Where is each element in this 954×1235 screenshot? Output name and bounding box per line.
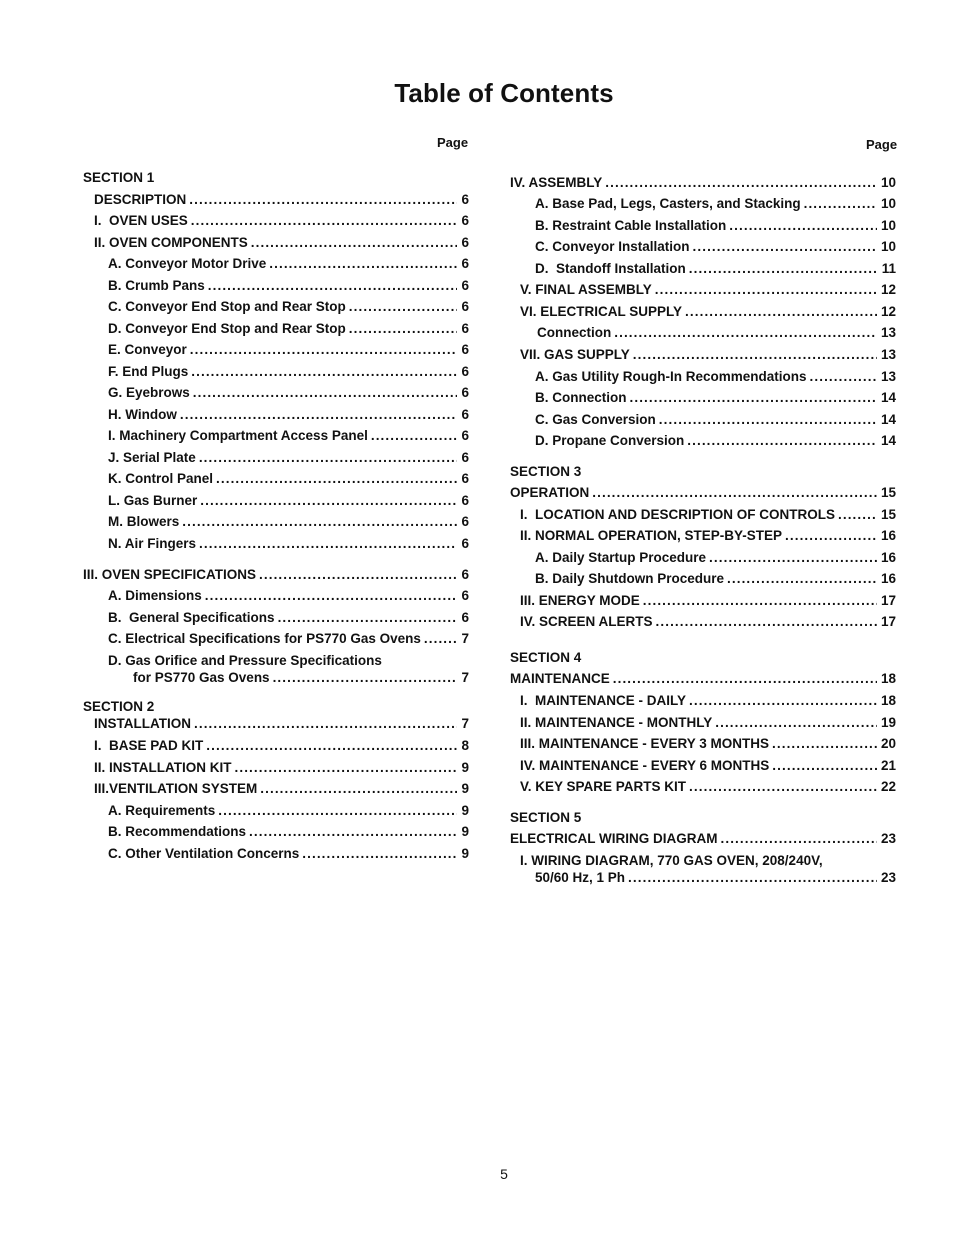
toc-entry-page: 6 [461,321,469,336]
toc-entry-label: INSTALLATION [94,716,191,731]
toc-dot-leader [273,670,458,686]
toc-entry-page: 20 [880,736,896,751]
toc-dot-leader [302,846,457,862]
toc-dot-leader [772,758,877,774]
toc-dot-leader [687,433,877,449]
toc-entry[interactable] [108,450,469,466]
toc-entry-label: C. Conveyor Installation [535,239,690,254]
toc-entry-label: B. Daily Shutdown Procedure [535,571,725,586]
toc-dot-leader [424,631,458,647]
toc-entry[interactable] [108,407,469,423]
toc-dot-leader [349,299,458,315]
toc-entry-page: 6 [461,493,469,508]
toc-entry[interactable] [510,671,896,687]
toc-entry[interactable] [535,550,896,566]
toc-entry-label: IV. SCREEN ALERTS [520,614,653,629]
toc-entry-label: L. Gas Burner [108,493,198,508]
toc-entry[interactable] [108,364,469,380]
toc-dot-leader [259,567,457,583]
toc-entry-page: 6 [461,235,469,250]
toc-entry-page: 8 [461,738,469,753]
toc-entry[interactable] [520,282,896,298]
toc-entry-label: M. Blowers [108,514,180,529]
toc-entry-page: 6 [461,514,469,529]
toc-dot-leader [218,803,457,819]
toc-entry[interactable] [520,715,896,731]
toc-entry[interactable] [520,779,896,795]
toc-dot-leader [810,369,877,385]
toc-entry[interactable] [510,175,896,191]
toc-entry[interactable] [535,196,896,212]
toc-entry[interactable] [94,760,469,776]
toc-dot-leader [205,588,458,604]
toc-dot-leader [249,824,457,840]
toc-entry-label: B. General Specifications [108,610,275,625]
toc-dot-leader [371,428,458,444]
toc-entry[interactable] [108,610,469,626]
toc-entry-page: 6 [461,299,469,314]
toc-heading: SECTION 1 [83,170,155,185]
toc-dot-leader [628,870,877,886]
toc-entry[interactable] [108,278,469,294]
toc-entry-page: 16 [880,550,896,565]
toc-entry[interactable] [535,433,896,449]
toc-entry-label: J. Serial Plate [108,450,196,465]
toc-dot-leader [709,550,877,566]
toc-entry-page: 10 [880,196,896,211]
toc-dot-leader [785,528,877,544]
toc-entry[interactable] [108,631,469,647]
toc-entry-label: II. OVEN COMPONENTS [94,235,248,250]
toc-entry-page: 13 [880,369,896,384]
toc-entry[interactable] [108,321,469,337]
toc-entry-label: VI. ELECTRICAL SUPPLY [520,304,683,319]
toc-entry[interactable] [520,347,896,363]
toc-dot-leader [278,610,458,626]
toc-entry-page: 6 [461,407,469,422]
toc-entry[interactable] [510,831,896,847]
toc-dot-leader [193,385,458,401]
toc-entry[interactable] [108,493,469,509]
toc-dot-leader [199,450,458,466]
toc-entry[interactable] [94,738,469,754]
toc-entry-page: 12 [880,282,896,297]
toc-entry-page: 10 [880,239,896,254]
toc-entry-page: 22 [880,779,896,794]
toc-entry[interactable] [83,567,469,583]
toc-dot-leader [614,325,877,341]
toc-entry-page: 11 [881,261,896,276]
toc-entry-label: ELECTRICAL WIRING DIAGRAM [510,831,718,846]
toc-entry[interactable] [535,870,896,886]
toc-entry[interactable] [94,192,469,208]
toc-entry-label: 50/60 Hz, 1 Ph [535,870,626,885]
toc-entry-page: 6 [461,342,469,357]
toc-entry-label: K. Control Panel [108,471,214,486]
toc-entry-page: 6 [461,567,469,582]
toc-entry[interactable] [535,571,896,587]
toc-entry-label: III. OVEN SPECIFICATIONS [83,567,257,582]
toc-dot-leader [260,781,457,797]
toc-entry-page: 14 [880,433,896,448]
toc-dot-leader [182,514,457,530]
toc-entry[interactable] [108,514,469,530]
page-number: 5 [500,1166,508,1182]
toc-entry[interactable] [108,588,469,604]
toc-dot-leader [200,493,457,509]
toc-heading: SECTION 4 [510,650,582,665]
toc-entry[interactable] [94,213,469,229]
toc-dot-leader [190,342,458,358]
toc-entry[interactable] [133,670,469,686]
toc-entry-label: C. Electrical Specifications for PS770 Gas Ovens [108,631,421,646]
toc-dot-leader [592,485,877,501]
toc-entry-page: 13 [880,347,896,362]
left-page-column-label: Page [437,135,469,150]
toc-entry-page: 9 [461,803,469,818]
toc-dot-leader [605,175,877,191]
toc-dot-leader [729,218,877,234]
toc-entry[interactable] [108,824,469,840]
toc-entry-page: 6 [461,364,469,379]
toc-entry-label: I. Machinery Compartment Access Panel [108,428,368,443]
toc-entry-label: II. INSTALLATION KIT [94,760,232,775]
toc-entry[interactable] [108,846,469,862]
toc-entry-page: 17 [880,614,896,629]
toc-entry[interactable] [535,261,896,277]
toc-dot-leader [693,239,877,255]
toc-entry-label: A. Dimensions [108,588,202,603]
toc-entry[interactable] [520,693,896,709]
toc-entry-label: MAINTENANCE [510,671,610,686]
toc-entry[interactable] [94,781,469,797]
toc-entry[interactable] [108,256,469,272]
toc-entry-label: C. Gas Conversion [535,412,656,427]
toc-entry-label: II. NORMAL OPERATION, STEP-BY-STEP [520,528,783,543]
toc-dot-leader [251,235,458,251]
toc-heading: SECTION 2 [83,699,155,714]
toc-entry-label: III.VENTILATION SYSTEM [94,781,258,796]
toc-entry-page: 7 [461,631,469,646]
toc-entry-label: D. Conveyor End Stop and Rear Stop [108,321,346,336]
toc-entry-label: D. Standoff Installation [535,261,686,276]
toc-entry-label: I. BASE PAD KIT [94,738,204,753]
toc-dot-leader [727,571,877,587]
toc-entry-page: 6 [461,256,469,271]
toc-entry-page: 14 [880,390,896,405]
toc-dot-leader [689,693,877,709]
toc-entry-page: 10 [880,175,896,190]
toc-entry-label: I. OVEN USES [94,213,188,228]
toc-entry[interactable] [108,299,469,315]
toc-entry-label: B. Connection [535,390,627,405]
toc-entry[interactable] [537,325,896,341]
toc-entry-page: 23 [880,870,896,885]
toc-entry[interactable] [510,485,896,501]
toc-heading: SECTION 5 [510,810,582,825]
toc-entry-page: 12 [880,304,896,319]
right-page-column-label: Page [866,137,898,152]
toc-dot-leader [189,192,457,208]
toc-entry-page: 6 [461,536,469,551]
toc-entry-page: 18 [880,693,896,708]
toc-entry-page: 6 [461,385,469,400]
toc-entry-label: Connection [537,325,612,340]
toc-entry-page: 6 [461,192,469,207]
toc-dot-leader [633,347,877,363]
toc-dot-leader [206,738,457,754]
toc-entry[interactable] [520,614,896,630]
toc-entry-label: E. Conveyor [108,342,187,357]
toc-entry-label: B. Recommendations [108,824,247,839]
toc-entry-label: G. Eyebrows [108,385,190,400]
toc-entry-page: 6 [461,450,469,465]
toc-dot-leader [269,256,457,272]
toc-entry-label: V. KEY SPARE PARTS KIT [520,779,687,794]
toc-entry[interactable] [535,390,896,406]
toc-dot-leader [630,390,877,406]
toc-entry[interactable] [535,412,896,428]
toc-dot-leader [838,507,877,523]
toc-dot-leader [643,593,877,609]
toc-dot-leader [235,760,458,776]
toc-dot-leader [656,614,877,630]
toc-entry-label: VII. GAS SUPPLY [520,347,630,362]
toc-entry[interactable] [535,218,896,234]
toc-entry-page: 16 [880,571,896,586]
toc-entry-label: D. Propane Conversion [535,433,685,448]
toc-entry-page: 17 [880,593,896,608]
toc-entry-label: A. Daily Startup Procedure [535,550,707,565]
toc-entry-page: 23 [880,831,896,846]
toc-entry[interactable] [520,507,896,523]
toc-entry[interactable] [108,803,469,819]
toc-entry[interactable] [535,239,896,255]
toc-heading: D. Gas Orifice and Pressure Specifications [108,653,382,668]
toc-entry-label: F. End Plugs [108,364,189,379]
toc-entry-page: 7 [461,716,469,731]
toc-entry[interactable] [520,304,896,320]
toc-dot-leader [349,321,458,337]
toc-entry[interactable] [94,716,469,732]
toc-entry-label: DESCRIPTION [94,192,187,207]
toc-dot-leader [194,716,457,732]
toc-entry-page: 7 [461,670,469,685]
toc-dot-leader [715,715,877,731]
toc-entry[interactable] [520,528,896,544]
toc-entry-page: 13 [880,325,896,340]
toc-entry[interactable] [520,593,896,609]
toc-entry-label: IV. MAINTENANCE - EVERY 6 MONTHS [520,758,770,773]
toc-dot-leader [659,412,877,428]
toc-entry-label: OPERATION [510,485,590,500]
toc-entry-label: A. Conveyor Motor Drive [108,256,267,271]
toc-entry-label: III. MAINTENANCE - EVERY 3 MONTHS [520,736,770,751]
toc-entry-page: 6 [461,610,469,625]
toc-entry[interactable] [535,369,896,385]
toc-entry-page: 9 [461,760,469,775]
toc-entry-page: 6 [461,213,469,228]
toc-entry-page: 6 [461,278,469,293]
toc-dot-leader [191,213,458,229]
toc-dot-leader [689,779,877,795]
toc-entry-label: B. Restraint Cable Installation [535,218,727,233]
toc-dot-leader [804,196,877,212]
toc-entry-label: III. ENERGY MODE [520,593,640,608]
toc-entry-page: 9 [461,846,469,861]
toc-entry-page: 9 [461,781,469,796]
toc-dot-leader [216,471,457,487]
toc-entry[interactable] [94,235,469,251]
toc-entry-label: I. MAINTENANCE - DAILY [520,693,687,708]
toc-entry[interactable] [108,342,469,358]
toc-entry-label: A. Requirements [108,803,216,818]
toc-entry-page: 16 [880,528,896,543]
toc-entry-label: C. Other Ventilation Concerns [108,846,300,861]
toc-entry-label: V. FINAL ASSEMBLY [520,282,652,297]
toc-entry[interactable] [520,758,896,774]
toc-entry-page: 10 [880,218,896,233]
toc-entry-page: 6 [461,471,469,486]
toc-dot-leader [180,407,458,423]
toc-entry[interactable] [108,536,469,552]
toc-entry-page: 6 [461,588,469,603]
toc-heading: SECTION 3 [510,464,582,479]
toc-entry-label: C. Conveyor End Stop and Rear Stop [108,299,346,314]
toc-entry-page: 15 [880,507,896,522]
toc-entry-label: IV. ASSEMBLY [510,175,603,190]
toc-dot-leader [689,261,878,277]
toc-dot-leader [613,671,877,687]
toc-heading: I. WIRING DIAGRAM, 770 GAS OVEN, 208/240V, [520,853,823,868]
toc-dot-leader [199,536,457,552]
toc-entry-label: H. Window [108,407,177,422]
toc-entry-page: 6 [461,428,469,443]
toc-entry-label: I. LOCATION AND DESCRIPTION OF CONTROLS [520,507,835,522]
toc-entry[interactable] [108,385,469,401]
toc-entry-page: 14 [880,412,896,427]
toc-entry[interactable] [108,428,469,444]
toc-entry-page: 9 [461,824,469,839]
toc-entry-label: B. Crumb Pans [108,278,205,293]
toc-entry-page: 21 [880,758,896,773]
toc-entry-label: N. Air Fingers [108,536,197,551]
toc-dot-leader [721,831,877,847]
toc-dot-leader [191,364,457,380]
toc-dot-leader [685,304,877,320]
toc-entry-page: 15 [880,485,896,500]
toc-dot-leader [655,282,877,298]
toc-entry[interactable] [108,471,469,487]
page-title: Table of Contents [394,78,614,108]
toc-entry-label: for PS770 Gas Ovens [133,670,270,685]
toc-entry-label: A. Base Pad, Legs, Casters, and Stacking [535,196,801,211]
toc-entry[interactable] [520,736,896,752]
toc-entry-label: II. MAINTENANCE - MONTHLY [520,715,713,730]
toc-entry-page: 18 [880,671,896,686]
toc-dot-leader [772,736,877,752]
toc-entry-label: A. Gas Utility Rough-In Recommendations [535,369,807,384]
toc-dot-leader [208,278,458,294]
toc-entry-page: 19 [880,715,896,730]
